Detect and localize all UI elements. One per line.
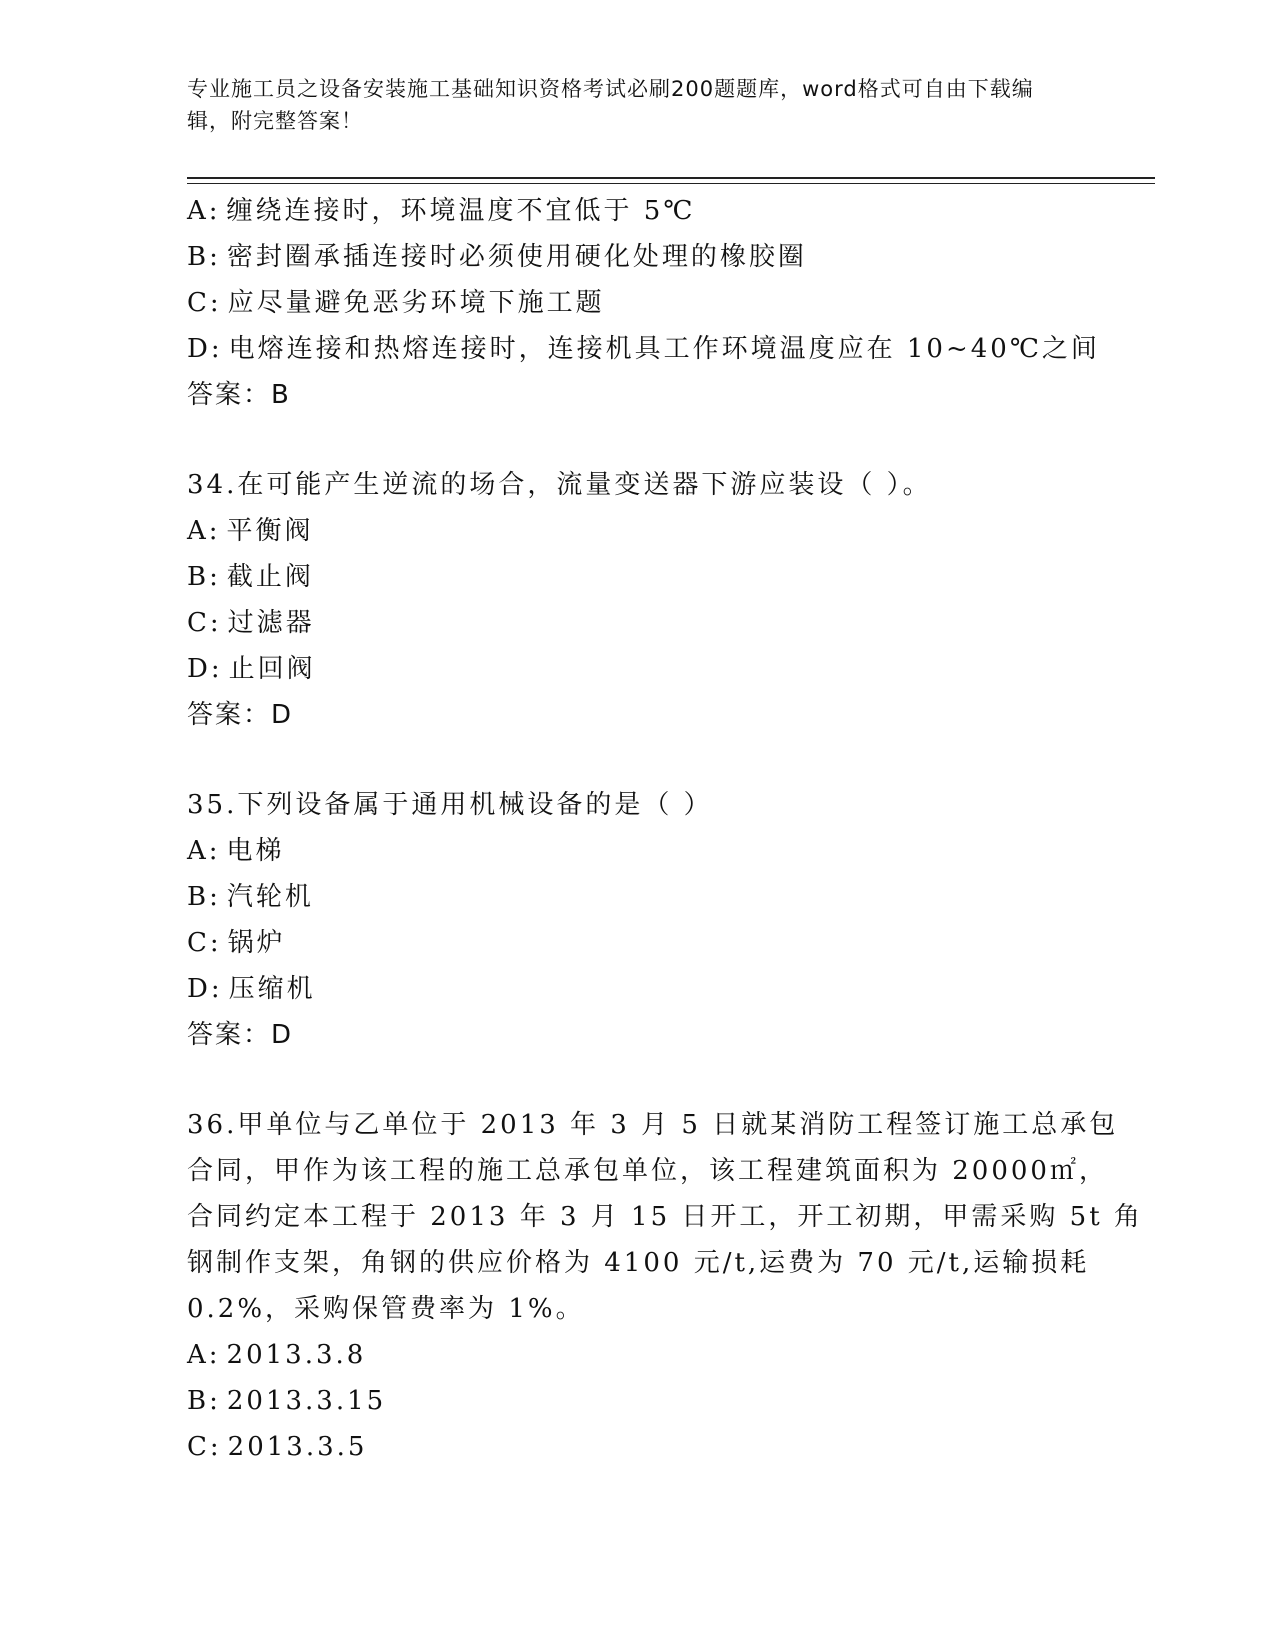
q33-option-a: A: 缠绕连接时，环境温度不宜低于 5℃ [187, 196, 696, 226]
header-rule-thin [187, 183, 1155, 184]
q35-option-d: D: 压缩机 [187, 974, 316, 1004]
q36-stem-line-4: 钢制作支架，角钢的供应价格为 4100 元/t,运费为 70 元/t,运输损耗 [187, 1248, 1090, 1278]
q34-answer: 答案：D [187, 700, 294, 730]
q35-answer: 答案：D [187, 1020, 294, 1050]
q36-stem-line-3: 合同约定本工程于 2013 年 3 月 15 日开工，开工初期，甲需采购 5t 角 [187, 1202, 1143, 1232]
q36-stem-line-2: 合同，甲作为该工程的施工总承包单位，该工程建筑面积为 20000㎡， [187, 1156, 1108, 1186]
q36-stem-line-5: 0.2%，采购保管费率为 1%。 [187, 1294, 585, 1324]
q36-stem-line-1: 36.甲单位与乙单位于 2013 年 3 月 5 日就某消防工程签订施工总承包 [187, 1110, 1119, 1140]
q34-option-c: C: 过滤器 [187, 608, 315, 638]
q35-stem: 35.下列设备属于通用机械设备的是（ ） [187, 790, 713, 820]
q35-option-a: A: 电梯 [187, 836, 285, 866]
q33-option-d: D: 电熔连接和热熔连接时，连接机具工作环境温度应在 10~40℃之间 [187, 334, 1100, 364]
document-header: 专业施工员之设备安装施工基础知识资格考试必刷200题题库，word格式可自由下载编辑，附完整答案！ [187, 77, 1034, 133]
header-rule-thick [187, 177, 1155, 179]
q36-option-b: B: 2013.3.15 [187, 1386, 387, 1416]
q36-option-a: A: 2013.3.8 [187, 1340, 367, 1370]
question-content [187, 188, 1143, 1470]
q34-option-d: D: 止回阀 [187, 654, 316, 684]
q34-option-a: A: 平衡阀 [187, 516, 314, 546]
q36-option-c: C: 2013.3.5 [187, 1432, 368, 1462]
q35-option-b: B: 汽轮机 [187, 882, 314, 912]
q33-answer: 答案：B [187, 380, 291, 410]
q33-option-c: C: 应尽量避免恶劣环境下施工题 [187, 288, 605, 318]
q35-option-c: C: 锅炉 [187, 928, 286, 958]
q33-option-b: B: 密封圈承插连接时必须使用硬化处理的橡胶圈 [187, 242, 807, 272]
q34-stem: 34.在可能产生逆流的场合，流量变送器下游应装设（ ）。 [187, 470, 932, 500]
q34-option-b: B: 截止阀 [187, 562, 314, 592]
